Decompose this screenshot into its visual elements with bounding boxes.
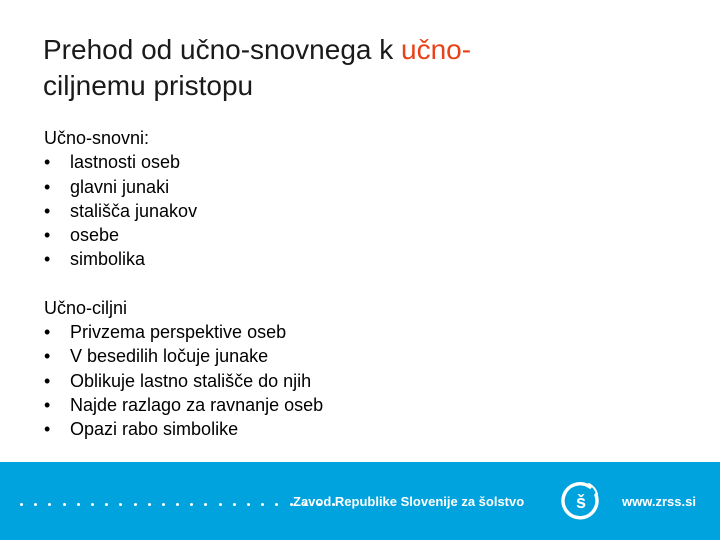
bullet-marker: • [44,225,51,246]
list-item [44,393,684,417]
bullet-list-ucno-ciljni [44,320,684,441]
bullet-marker: • [44,419,51,440]
dot [105,503,108,506]
dot [247,503,250,506]
dot [134,503,137,506]
dot [261,503,264,506]
list-item-text: Najde razlago za ravnanje oseb [70,394,324,415]
slide-content [44,126,684,442]
bullet-marker: • [44,152,51,173]
dotted-line [20,503,335,506]
bullet-marker: • [44,249,51,270]
list-item [44,417,684,441]
dot [34,503,37,506]
list-item [44,199,684,223]
list-item-text: glavni junaki [70,176,170,197]
list-item-text: stališča junakov [70,200,198,221]
bullet-list-ucno-snovni [44,150,684,271]
dot [77,503,80,506]
website-url: www.zrss.si [622,494,696,509]
list-item [44,247,684,271]
bullet-marker: • [44,322,51,343]
list-item-text: Oblikuje lastno stališče do njih [70,370,312,391]
dot [91,503,94,506]
bullet-marker: • [44,346,51,367]
list-item-text: simbolika [70,249,146,270]
dot [275,503,278,506]
bullet-marker: • [44,370,51,391]
bullet-marker: • [44,200,51,221]
dot [63,503,66,506]
list-item [44,369,684,393]
list-item-text: Opazi rabo simbolike [70,419,239,440]
list-item [44,223,684,247]
list-item [44,320,684,344]
list-item [44,175,684,199]
dot [162,503,165,506]
dot [119,503,122,506]
bullet-marker: • [44,394,51,415]
section-spacer [44,272,684,296]
organization-name: Zavod Republike Slovenije za šolstvo [293,494,525,509]
title-part-2: ciljnemu pristopu [43,70,254,101]
bullet-marker: • [44,176,51,197]
title-accent: učno- [401,34,472,65]
svg-text:š: š [575,492,587,512]
footer-bar [0,462,720,540]
dot [204,503,207,506]
section-heading-ucno-snovni: Učno-snovni: [44,128,150,148]
list-item-text: Privzema perspektive oseb [70,322,287,343]
dot [176,503,179,506]
list-item-text: lastnosti oseb [70,152,181,173]
list-item [44,150,684,174]
zrss-logo-icon [560,480,602,522]
dot [190,503,193,506]
dot [20,503,23,506]
dot [219,503,222,506]
dot [233,503,236,506]
section-heading-ucno-ciljni: Učno-ciljni [44,297,128,318]
list-item-text: V besedilih ločuje junake [70,346,269,367]
dot [48,503,51,506]
title-part-1: Prehod od učno-snovnega k [43,34,402,65]
list-item-text: osebe [70,225,120,246]
list-item [44,344,684,368]
dot [148,503,151,506]
slide-title [43,32,683,104]
